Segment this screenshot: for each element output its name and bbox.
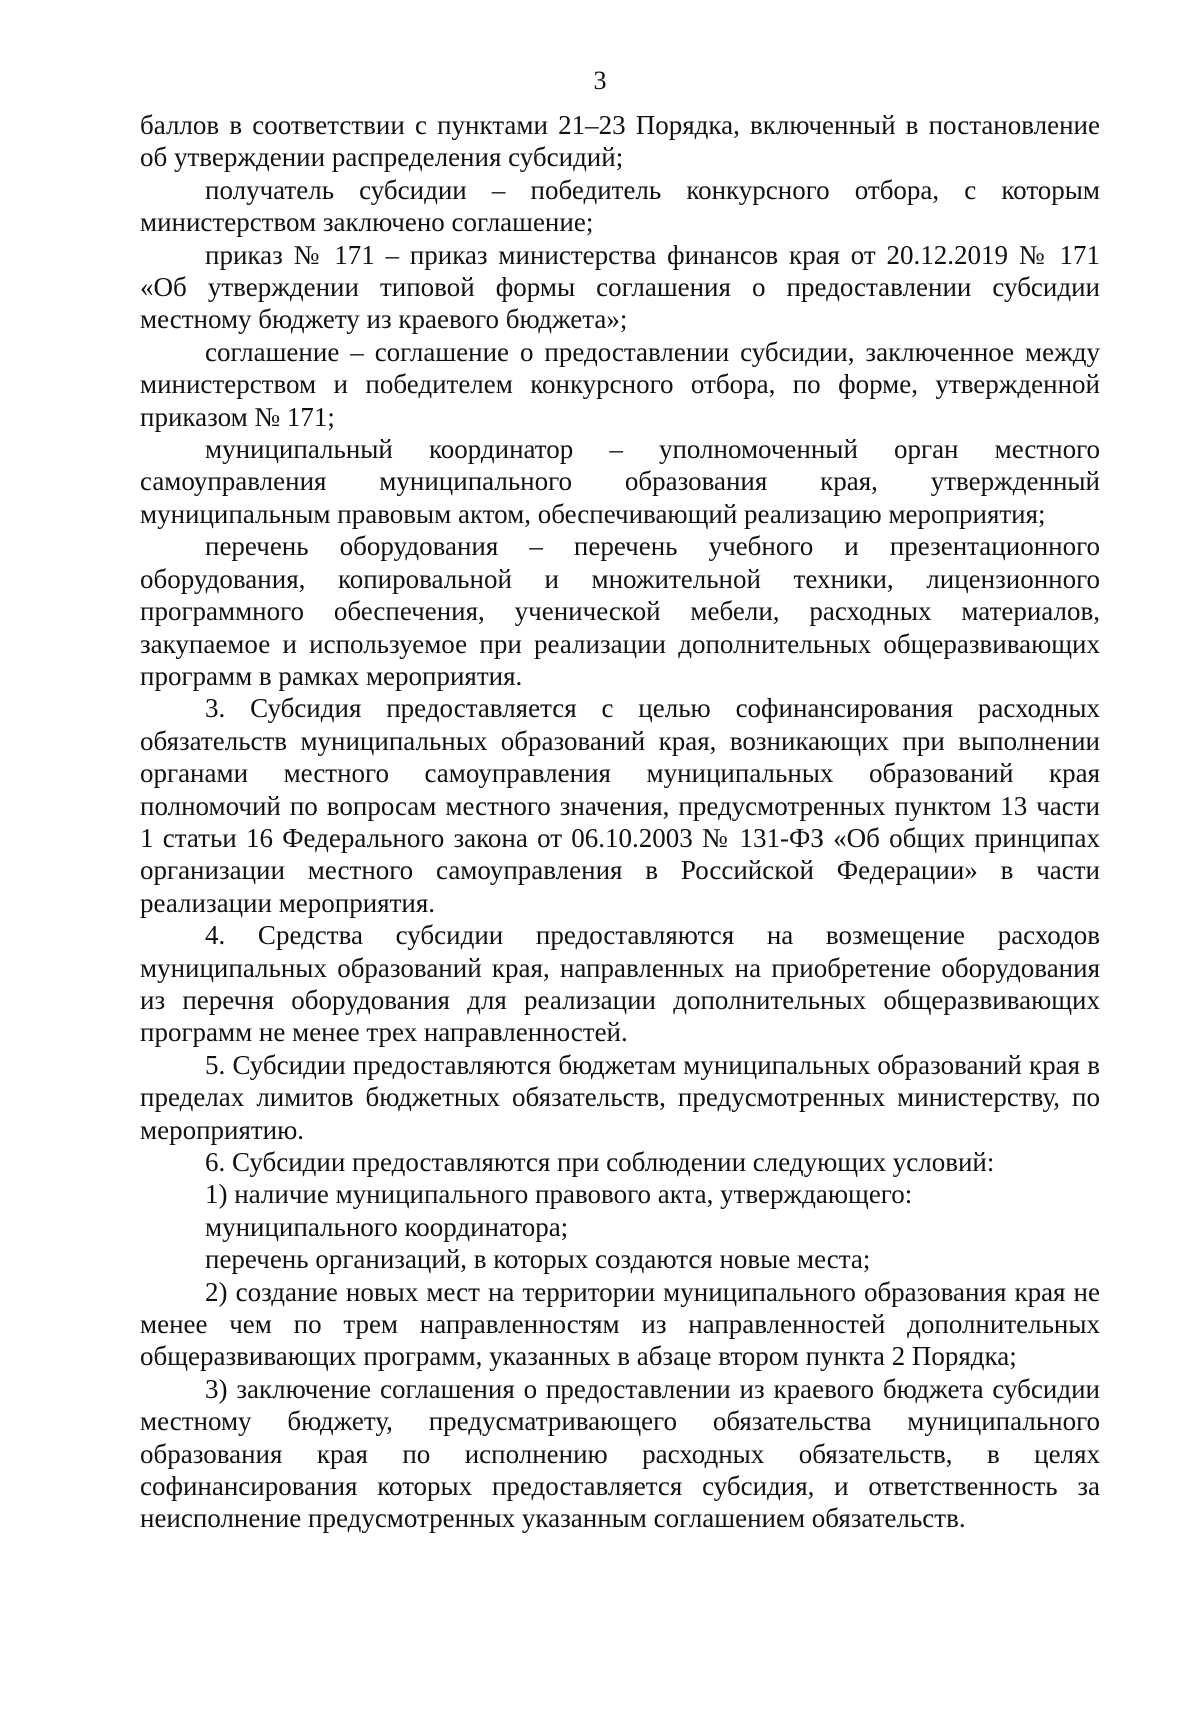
paragraph-continuation: баллов в соответствии с пунктами 21–23 Порядка, включенный в постановление об утверждении распределения субсидий; bbox=[140, 110, 1100, 173]
definition-equipment-list: перечень оборудования – перечень учебного и презентационного оборудования, копировальной и множительной техники, лицензионного программного обеспечения, ученической мебели, расходных материалов, закупаемое и используемое при реализации дополнительных общеразвивающих программ в рамках мероприятия. bbox=[140, 531, 1100, 691]
condition-1-item-coordinator: муниципального координатора; bbox=[205, 1211, 569, 1242]
definition-municipal-coordinator: муниципальный координатор – уполномоченный орган местного самоуправления муниципального образования края, утвержденный муниципальным правовым актом, обеспечивающий реализацию мероприятия; bbox=[140, 434, 1100, 529]
condition-1: 1) наличие муниципального правового акта, утверждающего: bbox=[205, 1179, 913, 1210]
clause-3: 3. Субсидия предоставляется с целью софинансирования расходных обязательств муниципальных образований края, возникающих при выполнении органами местного самоуправления муниципальных образований края полномочий по вопросам местного значения, предусмотренных пунктом 13 части 1 статьи 16 Федерального закона от 06.10.2003 № 131-ФЗ «Об общих принципах организации местного самоуправления в Российской Федерации» в части реализации мероприятия. bbox=[140, 693, 1100, 918]
clause-6: 6. Субсидии предоставляются при соблюдении следующих условий: bbox=[205, 1147, 995, 1177]
condition-3: 3) заключение соглашения о предоставлении из краевого бюджета субсидии местному бюджету, предусматривающего обязательства муниципального образования края по исполнению расходных обязательств, в целях софинансирования которых предоставляется субсидия, и ответственность за неисполнение предусмотренных указанным соглашением обязательств. bbox=[140, 1373, 1100, 1534]
definition-order-171: приказ № 171 – приказ министерства финансов края от 20.12.2019 № 171 «Об утверждении типовой формы соглашения о предоставлении субсидии местному бюджету из краевого бюджета»; bbox=[140, 239, 1100, 335]
page-number: 3 bbox=[593, 66, 607, 95]
condition-1-item-organizations: перечень организаций, в которых создаются новые места; bbox=[205, 1244, 871, 1275]
document-body bbox=[140, 109, 1100, 1535]
clause-5: 5. Субсидии предоставляются бюджетам муниципальных образований края в пределах лимитов бюджетных обязательств, предусмотренных министерству, по мероприятию. bbox=[140, 1049, 1100, 1145]
clause-4: 4. Средства субсидии предоставляются на возмещение расходов муниципальных образований края, направленных на приобретение оборудования из перечня оборудования для реализации дополнительных общеразвивающих программ не менее трех направленностей. bbox=[140, 920, 1100, 1048]
condition-2: 2) создание новых мест на территории муниципального образования края не менее чем по трем направленностям из направленностей дополнительных общеразвивающих программ, указанных в абзаце втором пункта 2 Порядка; bbox=[140, 1276, 1100, 1372]
definition-agreement: соглашение – соглашение о предоставлении субсидии, заключенное между министерством и победителем конкурсного отбора, по форме, утвержденной приказом № 171; bbox=[140, 336, 1100, 432]
definition-recipient: получатель субсидии – победитель конкурсного отбора, с которым министерством заключено соглашение; bbox=[140, 174, 1100, 238]
